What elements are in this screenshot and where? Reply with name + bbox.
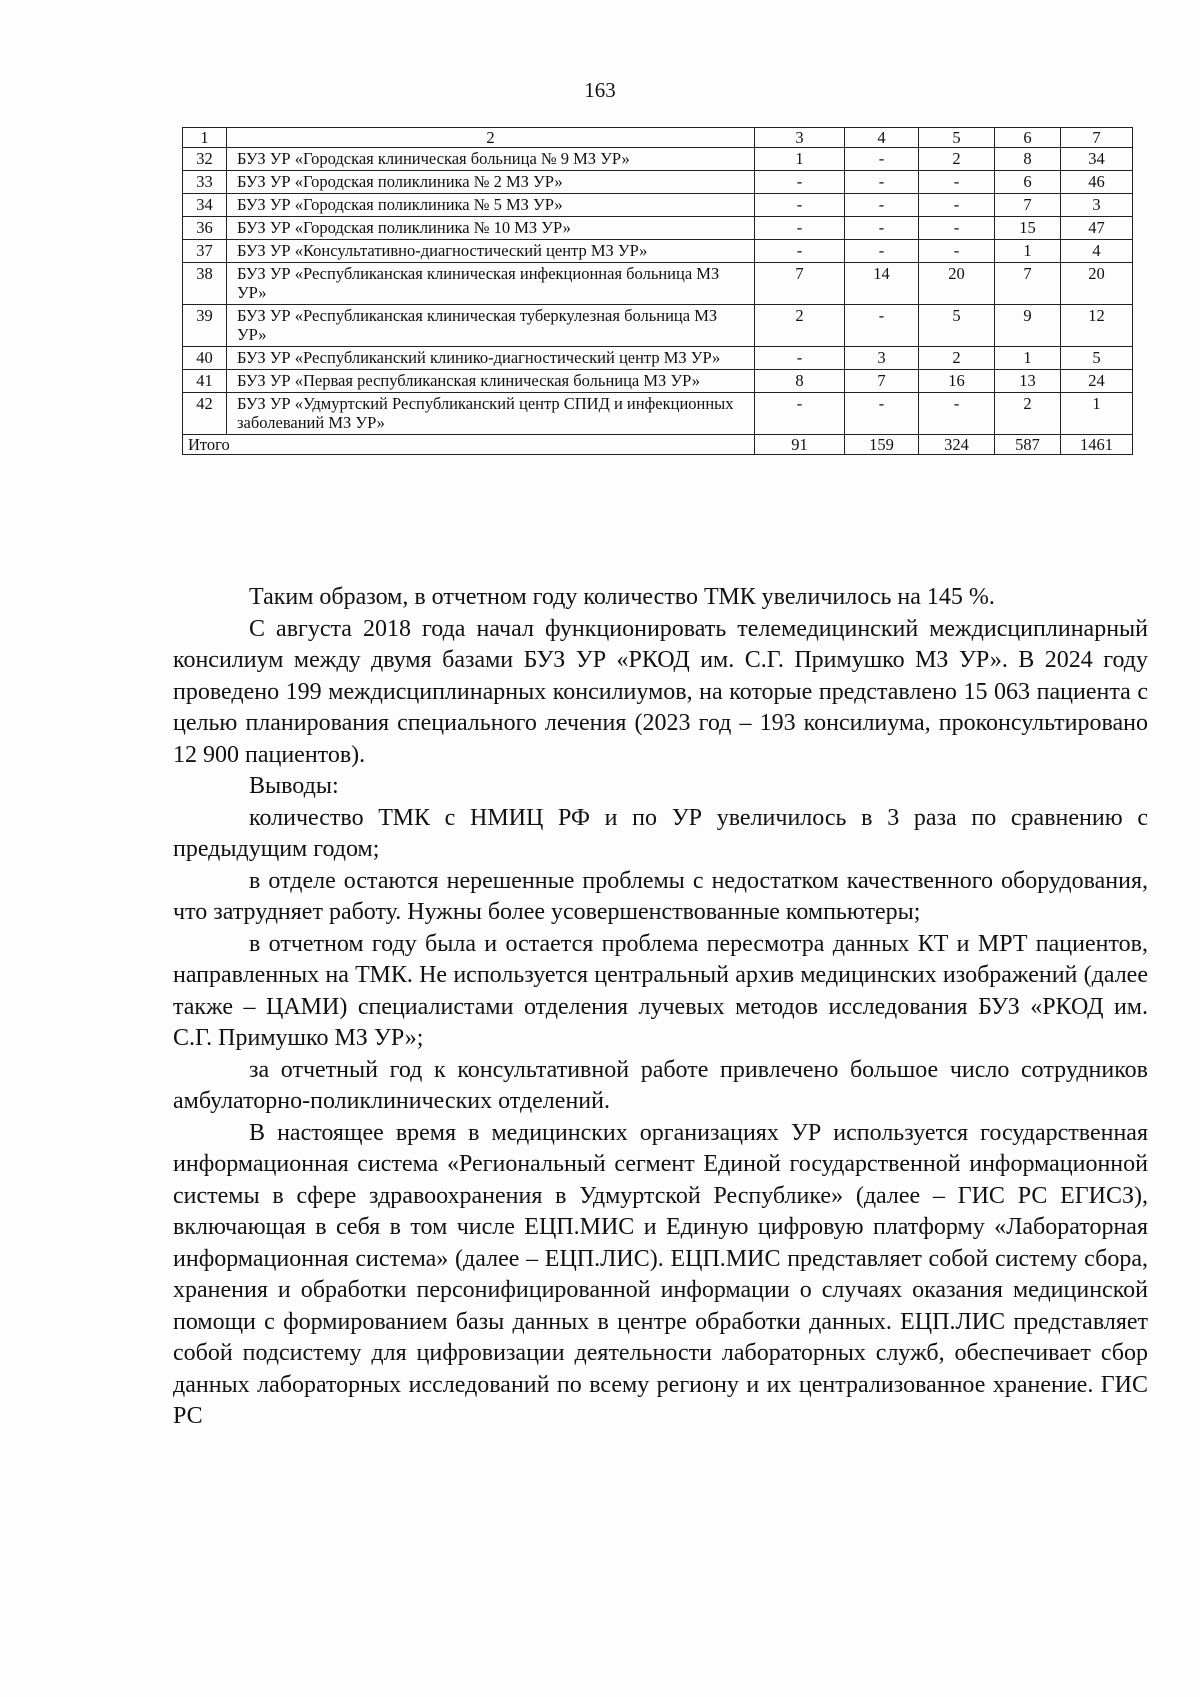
table-cell: 5 <box>919 305 995 347</box>
table-cell: 47 <box>1061 217 1133 240</box>
table-cell: - <box>755 194 845 217</box>
table-cell: - <box>755 217 845 240</box>
table-cell: 3 <box>845 347 919 370</box>
table-cell: 12 <box>1061 305 1133 347</box>
total-label: Итого <box>183 435 755 455</box>
column-header: 5 <box>919 128 995 148</box>
column-header: 2 <box>227 128 755 148</box>
organization-name: БУЗ УР «Первая республиканская клиническая больница МЗ УР» <box>227 370 755 393</box>
table-cell: 7 <box>995 194 1061 217</box>
body-text <box>173 582 1148 1433</box>
table-cell: 9 <box>995 305 1061 347</box>
column-header: 6 <box>995 128 1061 148</box>
table-cell: - <box>845 148 919 171</box>
total-cell: 91 <box>755 435 845 455</box>
total-cell: 324 <box>919 435 995 455</box>
column-header: 7 <box>1061 128 1133 148</box>
page-number: 163 <box>584 78 616 102</box>
row-number: 32 <box>183 148 227 171</box>
table-cell: 14 <box>845 263 919 305</box>
paragraph: в отчетном году была и остается проблема пересмотра данных КТ и МРТ пациентов, направленных на ТМК. Не используется центральный архив медицинских изображений (далее также – ЦАМИ) специалистами отделения лучевых методов исследования БУЗ «РКОД им. С.Г. Примушко МЗ УР»; <box>173 930 1148 1051</box>
organization-name: БУЗ УР «Удмуртский Республиканский центр СПИД и инфекционных заболеваний МЗ УР» <box>227 393 755 435</box>
table-row <box>183 148 1133 171</box>
table-cell: 1 <box>755 148 845 171</box>
row-number: 33 <box>183 171 227 194</box>
table-header-row <box>183 128 1133 148</box>
organization-name: БУЗ УР «Городская клиническая больница № 9 МЗ УР» <box>227 148 755 171</box>
table-cell: 20 <box>919 263 995 305</box>
organization-name: БУЗ УР «Консультативно-диагностический центр МЗ УР» <box>227 240 755 263</box>
table-cell: 7 <box>845 370 919 393</box>
table-cell: 2 <box>919 148 995 171</box>
row-number: 42 <box>183 393 227 435</box>
table-cell: - <box>845 194 919 217</box>
table-row <box>183 347 1133 370</box>
table-cell: 8 <box>995 148 1061 171</box>
table-cell: - <box>919 240 995 263</box>
table-cell: 7 <box>755 263 845 305</box>
table-cell: 20 <box>1061 263 1133 305</box>
table-cell: - <box>755 347 845 370</box>
table-row <box>183 305 1133 347</box>
table-cell: 1 <box>995 240 1061 263</box>
paragraph: количество ТМК с НМИЦ РФ и по УР увеличилось в 3 раза по сравнению с предыдущим годом; <box>173 804 1148 862</box>
table-cell: - <box>919 171 995 194</box>
table-cell: 15 <box>995 217 1061 240</box>
table-cell: 4 <box>1061 240 1133 263</box>
table-cell: 46 <box>1061 171 1133 194</box>
row-number: 34 <box>183 194 227 217</box>
table-total-row <box>183 435 1133 455</box>
table-cell: 8 <box>755 370 845 393</box>
table-cell: 3 <box>1061 194 1133 217</box>
table-cell: 2 <box>755 305 845 347</box>
table-cell: - <box>755 171 845 194</box>
table-cell: - <box>845 393 919 435</box>
organization-name: БУЗ УР «Городская поликлиника № 2 МЗ УР» <box>227 171 755 194</box>
table-row <box>183 370 1133 393</box>
row-number: 39 <box>183 305 227 347</box>
table-row <box>183 217 1133 240</box>
table-cell: 34 <box>1061 148 1133 171</box>
row-number: 37 <box>183 240 227 263</box>
table-cell: 5 <box>1061 347 1133 370</box>
paragraph: за отчетный год к консультативной работе привлечено большое число сотрудников амбулаторно-поликлинических отделений. <box>173 1056 1148 1114</box>
table-cell: - <box>755 393 845 435</box>
table-cell: 6 <box>995 171 1061 194</box>
row-number: 36 <box>183 217 227 240</box>
table-cell: 2 <box>995 393 1061 435</box>
table-cell: - <box>845 240 919 263</box>
table-cell: - <box>845 171 919 194</box>
organization-name: БУЗ УР «Городская поликлиника № 5 МЗ УР» <box>227 194 755 217</box>
total-cell: 159 <box>845 435 919 455</box>
row-number: 38 <box>183 263 227 305</box>
column-header: 4 <box>845 128 919 148</box>
paragraph: С августа 2018 года начал функционировать телемедицинский междисциплинарный консилиум между двумя базами БУЗ УР «РКОД им. С.Г. Примушко МЗ УР». В 2024 году проведено 199 междисциплинарных консилиумов, на которые представлено 15 063 пациента с целью планирования специального лечения (2023 год – 193 консилиума, проконсультировано 12 900 пациентов). <box>173 615 1148 768</box>
table-row <box>183 263 1133 305</box>
table-cell: 24 <box>1061 370 1133 393</box>
total-cell: 1461 <box>1061 435 1133 455</box>
table-cell: 16 <box>919 370 995 393</box>
table-cell: - <box>919 393 995 435</box>
table-row <box>183 240 1133 263</box>
column-header: 1 <box>183 128 227 148</box>
paragraph: в отделе остаются нерешенные проблемы с недостатком качественного оборудования, что затрудняет работу. Нужны более усовершенствованные компьютеры; <box>173 867 1148 925</box>
table-cell: 1 <box>995 347 1061 370</box>
table-cell: 1 <box>1061 393 1133 435</box>
organization-name: БУЗ УР «Республиканская клиническая туберкулезная больница МЗ УР» <box>227 305 755 347</box>
statistics-table <box>182 127 1133 455</box>
table-cell: - <box>919 194 995 217</box>
paragraph: Выводы: <box>249 773 339 799</box>
table-cell: 2 <box>919 347 995 370</box>
total-cell: 587 <box>995 435 1061 455</box>
table-cell: - <box>845 217 919 240</box>
table-cell: 13 <box>995 370 1061 393</box>
table-cell: - <box>919 217 995 240</box>
table-cell: - <box>755 240 845 263</box>
table-row <box>183 171 1133 194</box>
organization-name: БУЗ УР «Республиканский клинико-диагностический центр МЗ УР» <box>227 347 755 370</box>
organization-name: БУЗ УР «Республиканская клиническая инфекционная больница МЗ УР» <box>227 263 755 305</box>
organization-name: БУЗ УР «Городская поликлиника № 10 МЗ УР» <box>227 217 755 240</box>
table-row <box>183 194 1133 217</box>
column-header: 3 <box>755 128 845 148</box>
table-cell: - <box>845 305 919 347</box>
paragraph: Таким образом, в отчетном году количество ТМК увеличилось на 145 %. <box>249 584 995 610</box>
table-row <box>183 393 1133 435</box>
paragraph: В настоящее время в медицинских организациях УР используется государственная информационная система «Региональный сегмент Единой государственной информационной системы в сфере здравоохранения в Удмуртской Республике» (далее – ГИС РС ЕГИСЗ), включающая в себя в том числе ЕЦП.МИС и Единую цифровую платформу «Лабораторная информационная система» (далее – ЕЦП.ЛИС). ЕЦП.МИС представляет собой систему сбора, хранения и обработки персонифицированной информации о случаях оказания медицинской помощи с формированием базы данных в центре обработки данных. ЕЦП.ЛИС представляет собой подсистему для цифровизации деятельности лабораторных служб, обеспечивает сбор данных лабораторных исследований по всему региону и их централизованное хранение. ГИС РС <box>173 1119 1148 1429</box>
table-cell: 7 <box>995 263 1061 305</box>
row-number: 41 <box>183 370 227 393</box>
row-number: 40 <box>183 347 227 370</box>
